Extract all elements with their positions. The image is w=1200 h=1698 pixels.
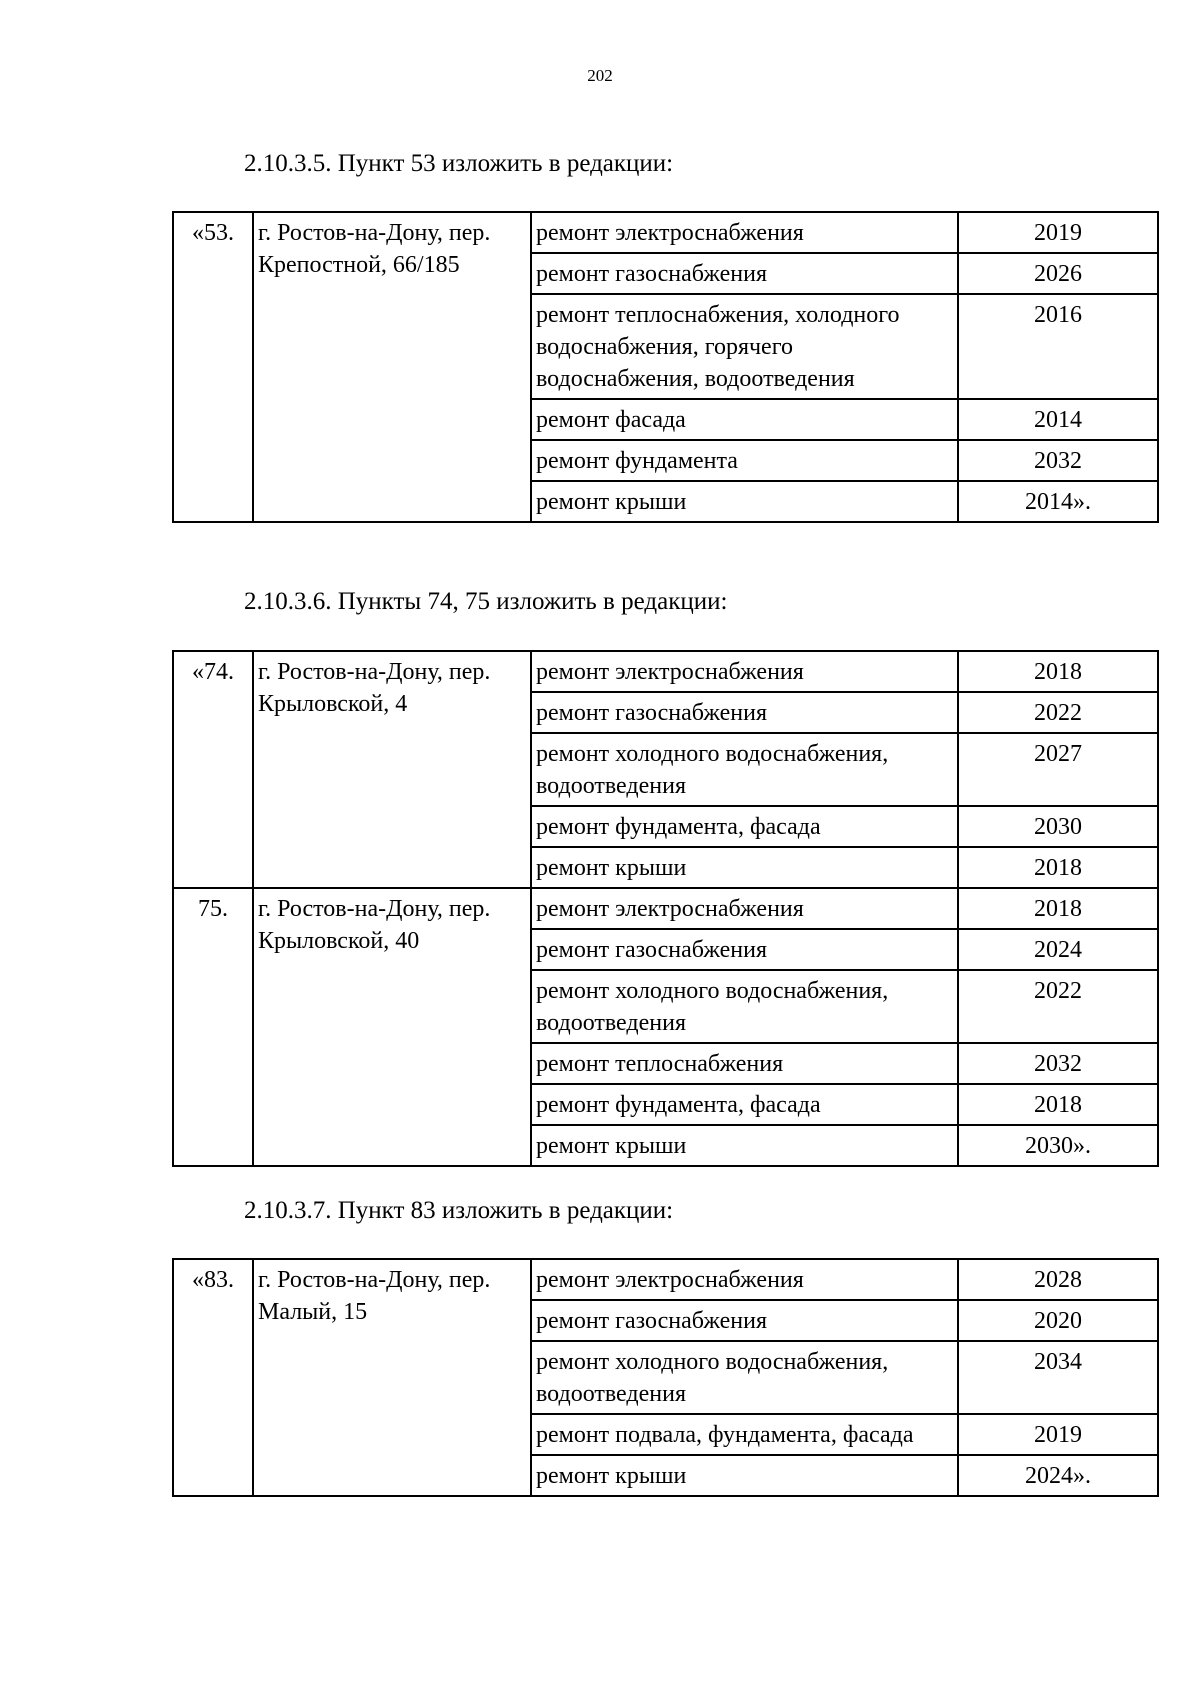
repair-table-item-53: [172, 211, 1159, 523]
clause-heading-2-10-3-5: 2.10.3.5. Пункт 53 изложить в редакции:: [244, 150, 674, 177]
table-row: [173, 888, 1158, 929]
work-type: ремонт подвала, фундамента, фасада: [531, 1414, 958, 1455]
item-address: г. Ростов-на-Дону, пер. Крыловской, 4: [253, 651, 531, 888]
work-year: 2030: [958, 806, 1158, 847]
work-year: 2018: [958, 847, 1158, 888]
work-year: 2032: [958, 1043, 1158, 1084]
work-type: ремонт газоснабжения: [531, 253, 958, 294]
work-year: 2019: [958, 1414, 1158, 1455]
work-year: 2016: [958, 294, 1158, 399]
page-number: 202: [587, 66, 613, 85]
work-type: ремонт электроснабжения: [531, 1259, 958, 1300]
work-type: ремонт холодного водоснабжения, водоотведения: [531, 733, 958, 806]
work-type: ремонт электроснабжения: [531, 888, 958, 929]
clause-heading-2-10-3-7: 2.10.3.7. Пункт 83 изложить в редакции:: [244, 1197, 674, 1224]
work-type: ремонт газоснабжения: [531, 929, 958, 970]
item-address: г. Ростов-на-Дону, пер. Крыловской, 40: [253, 888, 531, 1166]
work-type: ремонт фундамента, фасада: [531, 1084, 958, 1125]
table-row: [173, 212, 1158, 253]
work-year: 2018: [958, 651, 1158, 692]
work-type: ремонт холодного водоснабжения, водоотведения: [531, 1341, 958, 1414]
work-year: 2019: [958, 212, 1158, 253]
work-type: ремонт фундамента, фасада: [531, 806, 958, 847]
work-year: 2020: [958, 1300, 1158, 1341]
work-type: ремонт электроснабжения: [531, 651, 958, 692]
work-year: 2034: [958, 1341, 1158, 1414]
item-number: «53.: [173, 212, 253, 522]
work-year: 2024».: [958, 1455, 1158, 1496]
work-year: 2026: [958, 253, 1158, 294]
work-year: 2030».: [958, 1125, 1158, 1166]
item-number: «74.: [173, 651, 253, 888]
work-year: 2022: [958, 692, 1158, 733]
item-address: г. Ростов-на-Дону, пер. Крепостной, 66/185: [253, 212, 531, 522]
work-year: 2028: [958, 1259, 1158, 1300]
work-type: ремонт теплоснабжения, холодного водоснабжения, горячего водоснабжения, водоотведения: [531, 294, 958, 399]
clause-heading-2-10-3-6: 2.10.3.6. Пункты 74, 75 изложить в редакции:: [244, 588, 728, 615]
work-year: 2022: [958, 970, 1158, 1043]
work-year: 2018: [958, 888, 1158, 929]
work-type: ремонт холодного водоснабжения, водоотведения: [531, 970, 958, 1043]
work-type: ремонт газоснабжения: [531, 692, 958, 733]
work-type: ремонт электроснабжения: [531, 212, 958, 253]
work-year: 2032: [958, 440, 1158, 481]
work-year: 2014».: [958, 481, 1158, 522]
work-type: ремонт крыши: [531, 481, 958, 522]
table-row: [173, 1259, 1158, 1300]
work-year: 2024: [958, 929, 1158, 970]
work-type: ремонт крыши: [531, 1455, 958, 1496]
repair-table-items-74-75: [172, 650, 1159, 1167]
item-address: г. Ростов-на-Дону, пер. Малый, 15: [253, 1259, 531, 1496]
work-type: ремонт крыши: [531, 1125, 958, 1166]
item-number: 75.: [173, 888, 253, 1166]
work-type: ремонт крыши: [531, 847, 958, 888]
work-type: ремонт теплоснабжения: [531, 1043, 958, 1084]
work-type: ремонт фасада: [531, 399, 958, 440]
item-number: «83.: [173, 1259, 253, 1496]
work-year: 2018: [958, 1084, 1158, 1125]
work-type: ремонт газоснабжения: [531, 1300, 958, 1341]
repair-table-item-83: [172, 1258, 1159, 1497]
work-type: ремонт фундамента: [531, 440, 958, 481]
work-year: 2014: [958, 399, 1158, 440]
table-row: [173, 651, 1158, 692]
work-year: 2027: [958, 733, 1158, 806]
